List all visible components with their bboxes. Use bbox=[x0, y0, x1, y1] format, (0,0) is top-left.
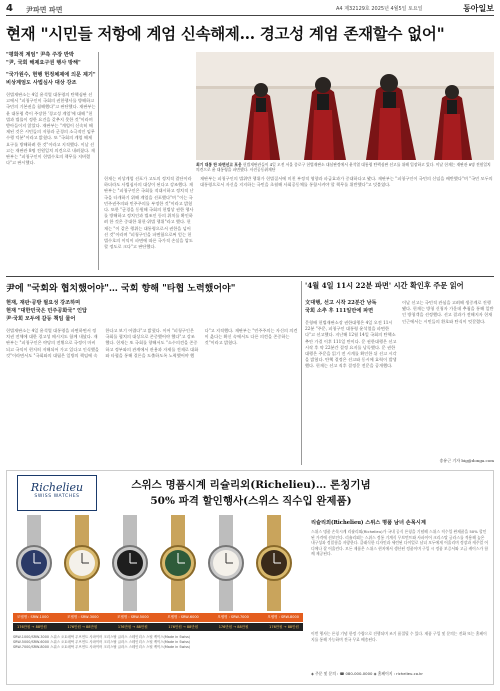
caption-label: 최기 대통 탄 파면선고 포옹 bbox=[196, 162, 242, 167]
photo-caption bbox=[196, 162, 494, 172]
spec-list bbox=[13, 635, 303, 650]
richelieu-advertisement bbox=[6, 470, 494, 685]
richelieu-logo bbox=[17, 475, 97, 511]
ad-subtitle: 50% 파격 할인행사(스위스 직수입 완제품) bbox=[150, 495, 352, 507]
top-subhead-1: "평화적 계엄" 尹측 주장 반박 bbox=[6, 52, 74, 58]
brand-name: Richelieu bbox=[30, 481, 84, 494]
spec-line: SRW-7000/SRW-8000 스위스 오토매틱 무브먼트 사파이어 크리스탈 글라스 스테인리스 스틸 케이스(Made in Swiss) bbox=[13, 645, 191, 649]
price-label: 176만원 → 88만원 bbox=[17, 624, 47, 629]
spec-line: SRW-1000/SRW-3000 스위스 오토매틱 무브먼트 사파이어 크리스탈 글라스 스테인리스 스틸 케이스(Made in Swiss) bbox=[13, 635, 191, 639]
model-label: 모델명 : SRW-6000 bbox=[167, 615, 199, 619]
top-body-mid: 헌재는 비상계엄 선포가 고도의 정치적 결단이라 하더라도 사법심사의 대상이 된다고 강조했다. 재판부는 "피청구인은 국회를 적대시하고 정치적 난국을 타개하기 위해 계엄을 선포했다"며 "이는 국민주권주의와 민주주의를 부정한 것"이라고 밝혔다. 또한 "군경을 동원해 국회의 헌법상 권한 행사를 방해하고 정치인과 법조인 등의 위치를 확인하려 한 것은 중대한 위헌·위법 행위"라고 했다. 헌재는 "이 같은 행위는 대통령으로서 권한을 넘어선 것"이라며 "피청구인을 파면함으로써 얻는 헌법수호의 이익이 파면에 따른 국가적 손실을 압도할 정도로 크다"고 판단했다. bbox=[104, 176, 194, 250]
model-bar bbox=[13, 613, 303, 622]
bottom-column-divider bbox=[301, 281, 302, 465]
ad-side-body-2: 이번 행사는 론칭 기념 한정 수량으로 진행되며 조기 품절될 수 있다. 제품 구입 및 문의는 전화 또는 홈페이지를 통해 가능하며 전국 무료 배송된다. bbox=[311, 631, 487, 642]
top-subhead-3: "국가원수, 현행 헌정체제에 의문 제기" bbox=[6, 72, 96, 78]
news-photo bbox=[196, 52, 494, 160]
spec-line: SRW-5000/SRW-6000 스위스 오토매틱 무브먼트 사파이어 크리스탈 글라스 스테인리스 스틸 케이스(Made in Swiss) bbox=[13, 640, 191, 644]
issue-date: A4 제32129호 2025년 4월5일 토요일 bbox=[336, 6, 423, 12]
price-label: 176만원 → 88만원 bbox=[117, 624, 148, 629]
ad-contact: ◈ 주문 및 문의 : ☎ 080-000-0000 ◈ 홈페이지 : richelieu.co.kr bbox=[311, 671, 423, 676]
ad-side-title: 리슐리외(Richelieu) 스위스 명품 남녀 손목시계 bbox=[311, 520, 426, 526]
section-separator bbox=[6, 276, 494, 277]
model-label: 모델명 : SRW-8000 bbox=[267, 615, 299, 619]
top-headline: 현재 "시민들 저항에 계엄 신속해제… 경고성 계엄 존재할수 없어" bbox=[6, 24, 445, 43]
brand-tag: SWISS WATCHES bbox=[34, 494, 80, 499]
price-label: 176만원 → 88만원 bbox=[269, 624, 299, 629]
bottom-left-body: 헌법재판소는 4일 윤석열 대통령을 파면하면서 정치권 전체에 대한 경고성 메시지도 함께 내놨다. 재판부는 "피청구인은 야당의 전횡으로 국정이 마비되고 국익이 현저히 저해되어 가고 있다고 인식했을 것"이라면서도 "국회와의 대립은 일방의 책임에 속한다고 보기 어렵다"고 밝혔다. 이어 "피청구인은 국회를 협치의 대상으로 존중했어야 했다"고 강조했다. 헌재는 또 국회를 향해서도 "소수의견을 존중하고 정부와의 관계에서 관용과 자제를 전제로 대화와 타협을 통해 결론을 도출하도록 노력했어야 했다"고 지적했다. 재판부는 "민주주의는 자신의 의견이 옳다는 확신 속에서도 다른 의견을 존중하는 것"이라고 밝혔다. bbox=[6, 328, 298, 358]
column-divider bbox=[98, 52, 99, 270]
top-subhead-2: "尹, 국회 해제요구권 행사 방해" bbox=[6, 60, 81, 66]
model-label: 모델명 : SRW-7000 bbox=[217, 615, 249, 619]
ad-title: 스위스 명품시계 리슐리외(Richelieu)… 론칭기념 bbox=[131, 479, 371, 491]
watch-lineup-icon bbox=[13, 515, 303, 611]
ad-side-body: 스위스 명품 손목시계 리슐리외(Richelieu)가 국내 공식 론칭을 기념해 스위스 직수입 완제품을 50% 할인된 가격에 선보인다. 리슐리외는 스위스 정통 기계식 무브먼트와 사파이어 크리스탈 글라스를 적용해 높은 내구성과 정밀함을 자랑한다. 클래식한 디자인과 세련된 다이얼로 남녀 모두에게 어울리며 정장과 캐주얼 어디에나 잘 어울린다. 모든 제품은 스위스 현지에서 생산된 정품이며 구입 시 정품 보증서와 고급 케이스가 함께 제공된다. bbox=[311, 529, 489, 556]
byline: 송유근 기자 big@donga.com bbox=[439, 458, 494, 463]
bottom-left-headline: 尹에 "국회와 협치했어야"… 국회 향해 "타협 노력했어야" bbox=[6, 284, 236, 294]
price-label: 176만원 → 88만원 bbox=[218, 624, 249, 629]
bottom-left-subhead-1: 현재, 재판·공방 필요성 강조하며 bbox=[6, 300, 81, 306]
bottom-right-headline: '4월 4일 11시 22분 파면' 시간 확인후 주문 읽어 bbox=[305, 281, 464, 290]
bottom-right-subhead-1: 文대행, 선고 시작 22분간 낭독 bbox=[305, 300, 377, 306]
judges-photo-illustration bbox=[196, 52, 494, 160]
caption-text: 헌법재판관들이 4일 오전 서울 종로구 헌법재판소 대심판정에서 윤석열 대통령 탄핵심판 선고를 위해 입장하고 있다. 이날 헌재는 재판관 8명 전원일치 의견으로 윤 대통령을 파면했다. 사진공동취재단 bbox=[196, 162, 491, 172]
bottom-left-subhead-2: 현재 "대한민국은 민주공화국" 인답 bbox=[6, 308, 87, 314]
model-label: 모델명 : SRW-1000 bbox=[17, 615, 49, 619]
model-label: 모델명 : SRW-5000 bbox=[117, 615, 149, 619]
top-body-left: 헌법재판소는 4일 윤석열 대통령의 탄핵심판 선고에서 "피청구인이 국회의 권한행사를 방해하고 국민의 기본권을 침해했다"고 판단했다. 재판부는 윤 대통령 측이 주장한 '경고성 계엄'에 대해 "헌법과 법률이 정한 요건을 갖추지 못한 것"이라며 받아들이지 않았다. 재판부는 "계엄이 신속히 해제된 것은 시민들의 저항과 군경의 소극적인 임무 수행 덕분"이라고 밝혔다. 또 "국회의 계엄 해제 요구를 방해하려 한 것"이라고 지적했다. 이날 선고는 재판관 8명 전원일치 의견으로 내려졌다. 재판부는 "피청구인이 헌법수호의 책무를 저버렸다"고 판시했다. bbox=[6, 92, 96, 166]
top-subhead-4: 비상계엄도 사법심사 대상 강조 bbox=[6, 80, 77, 86]
masthead bbox=[6, 4, 494, 16]
section-label: 尹파면 파면 bbox=[26, 6, 63, 14]
model-label: 모델명 : SRW-3000 bbox=[67, 615, 99, 619]
bottom-right-body-2: 이날 선고는 국민적 관심을 고려해 생중계로 진행됐다. 헌재는 방청 신청자 가운데 추첨을 통해 일반인 방청객을 선정했다. 선고 결과가 전해지자 헌재 인근에서는 시민들의 환호와 탄식이 엇갈렸다. bbox=[402, 300, 494, 324]
bottom-left-subhead-3: 尹·국회 모두에 갈등 책임 물어 bbox=[6, 316, 76, 322]
top-body-right: 재판부는 피청구인의 법위반 행위가 헌법질서에 미친 부정적 영향과 파급효과가 중대하다고 봤다. 재판부는 "피청구인이 국민의 신임을 배반했다"며 "국민 모두의 대통령으로서 자신을 지지하는 국민을 초월해 사회공동체를 통합시켜야 할 책무를 위반했다"고 덧붙였다. bbox=[200, 176, 493, 188]
bottom-right-body: 문형배 헌법재판소장 권한대행은 4일 오전 11시 22분 "주문, 피청구인 대통령 윤석열을 파면한다"고 선고했다. 지난해 12월 14일 국회의 탄핵소추안 가결 이후 111일 만이다. 문 권한대행은 선고 시작 후 약 22분간 결정 요지를 낭독했다. 문 권한대행은 주문을 읽기 전 시계를 확인한 뒤 선고 시각을 밝혔다. 탄핵 결정은 선고와 동시에 효력이 발생했다. 헌재는 선고 직후 결정문 전문을 공개했다. bbox=[305, 320, 397, 369]
page-number: 4 bbox=[6, 3, 13, 14]
bottom-right-subhead-2: 국회 소추 후 111일만에 파면 bbox=[305, 308, 374, 314]
price-label: 176만원 → 88만원 bbox=[67, 624, 98, 629]
newspaper-brand: 동아일보 bbox=[463, 4, 494, 13]
price-label: 176만원 → 88만원 bbox=[168, 624, 199, 629]
price-bar bbox=[13, 623, 303, 631]
